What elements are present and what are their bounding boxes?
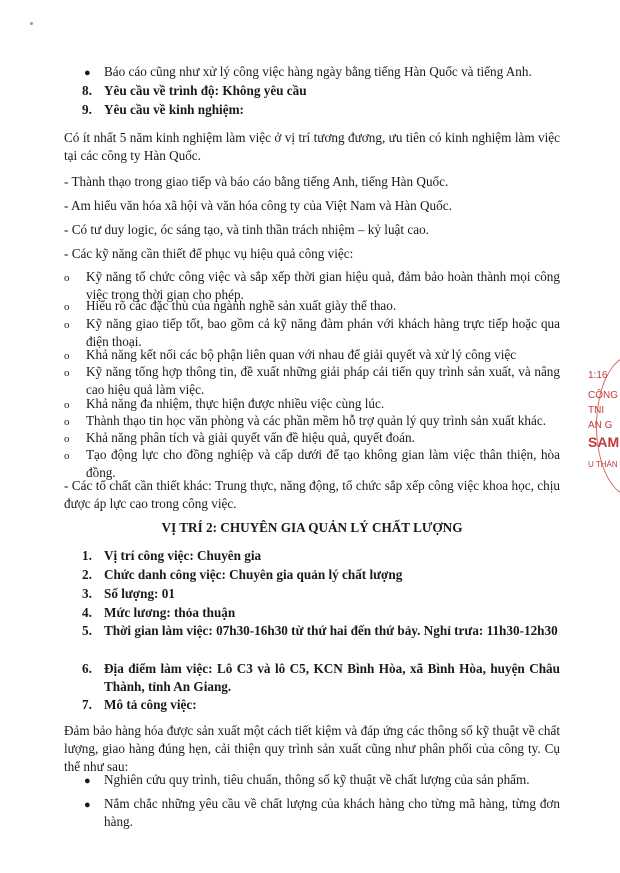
other-qualities-paragraph: - Các tố chất cần thiết khác: Trung thực, năng động, tổ chức sắp xếp công việc khoa học, chịu được áp lực cao trong công việc. xyxy=(64,478,560,511)
skill-item: Kỹ năng giao tiếp tốt, bao gồm cả kỹ năng đàm phán với khách hàng trực tiếp hoặc qua điện thoại. xyxy=(86,316,560,349)
stamp-text: U THÀN xyxy=(588,460,618,469)
position-2-heading: VỊ TRÍ 2: CHUYÊN GIA QUẢN LÝ CHẤT LƯỢNG xyxy=(161,520,463,535)
report-bullet-text: Báo cáo cũng như xử lý công việc hàng ngày bằng tiếng Hàn Quốc và tiếng Anh. xyxy=(104,64,532,79)
bullet-icon: ● xyxy=(84,799,91,811)
position-item-text: Địa điểm làm việc: Lô C3 và lô C5, KCN Bình Hòa, xã Bình Hòa, huyện Châu Thành, tỉnh An Giang. xyxy=(104,661,560,694)
position-item-number: 1. xyxy=(82,548,92,563)
bullet-icon: ● xyxy=(84,775,91,787)
item-8-text: Yêu cầu về trình độ: Không yêu cầu xyxy=(104,83,307,98)
description-bullet: Nắm chắc những yêu cầu về chất lượng của khách hàng cho từng mã hàng, từng đơn hàng. xyxy=(104,796,560,829)
circle-bullet-icon: o xyxy=(64,350,70,362)
circle-bullet-icon: o xyxy=(64,450,70,462)
skill-item: Khả năng đa nhiệm, thực hiện được nhiều việc cùng lúc. xyxy=(86,396,385,411)
stamp-text: TNI xyxy=(588,405,605,416)
circle-bullet-icon: o xyxy=(64,416,70,428)
position-item-text: Số lượng: 01 xyxy=(104,586,175,601)
requirement-line-1: - Thành thạo trong giao tiếp và báo cáo bằng tiếng Anh, tiếng Hàn Quốc. xyxy=(64,174,449,189)
bullet-icon: ● xyxy=(84,67,91,79)
experience-paragraph: Có ít nhất 5 năm kinh nghiệm làm việc ở vị trí tương đương, ưu tiên có kinh nghiệm làm việc tại các công ty Hàn Quốc. xyxy=(64,130,560,163)
job-description-paragraph: Đảm bảo hàng hóa được sản xuất một cách tiết kiệm và đáp ứng các thông số kỹ thuật về chất lượng, giao hàng đúng hẹn, cải thiện quy trình sản xuất cũng như phân phối của công ty. Cụ thể như sau: xyxy=(64,723,560,774)
stamp-text: 1:16 xyxy=(588,370,608,381)
stamp-text: AN G xyxy=(588,420,613,431)
scan-speck xyxy=(30,22,33,25)
position-item-text: Thời gian làm việc: 07h30-16h30 từ thứ hai đến thứ bảy. Nghỉ trưa: 11h30-12h30 xyxy=(104,623,558,638)
circle-bullet-icon: o xyxy=(64,272,70,284)
skill-item: Hiểu rõ các đặc thù của ngành nghề sản xuất giày thể thao. xyxy=(86,298,397,313)
skill-item: Kỹ năng tổ chức công việc và sắp xếp thời gian hiệu quả, đảm bảo hoàn thành mọi công việc trong thời gian cho phép. xyxy=(86,269,560,302)
position-item-number: 3. xyxy=(82,586,92,601)
position-item-text: Mô tả công việc: xyxy=(104,697,197,712)
circle-bullet-icon: o xyxy=(64,399,70,411)
skill-item: Khả năng phân tích và giải quyết vấn đề hiệu quả, quyết đoán. xyxy=(86,430,415,445)
circle-bullet-icon: o xyxy=(64,367,70,379)
description-bullet: Nghiên cứu quy trình, tiêu chuẩn, thông số kỹ thuật về chất lượng của sản phẩm. xyxy=(104,772,530,787)
circle-bullet-icon: o xyxy=(64,433,70,445)
stamp-text: SAM xyxy=(588,434,620,450)
company-stamp xyxy=(588,350,620,500)
circle-bullet-icon: o xyxy=(64,301,70,313)
position-item-text: Chức danh công việc: Chuyên gia quản lý chất lượng xyxy=(104,567,403,582)
position-item-number: 7. xyxy=(82,697,92,712)
item-9-number: 9. xyxy=(82,102,92,117)
skill-item: Khả năng kết nối các bộ phận liên quan với nhau để giải quyết và xử lý công việc xyxy=(86,347,517,362)
requirement-line-3: - Có tư duy logic, óc sáng tạo, và tinh thần trách nhiệm – kỷ luật cao. xyxy=(64,222,429,237)
position-item-number: 6. xyxy=(82,661,92,676)
skill-item: Kỹ năng tổng hợp thông tin, đề xuất những giải pháp cải tiến quy trình sản xuất, và nâng cao hiệu quả làm việc. xyxy=(86,364,560,397)
position-item-text: Mức lương: thỏa thuận xyxy=(104,605,236,620)
skill-item: Tạo động lực cho đồng nghiệp và cấp dưới để tạo không gian làm việc thân thiện, hòa đồng. xyxy=(86,447,560,480)
stamp-text: CÔNG xyxy=(588,390,618,401)
item-8-number: 8. xyxy=(82,83,92,98)
requirement-line-2: - Am hiểu văn hóa xã hội và văn hóa công ty của Việt Nam và Hàn Quốc. xyxy=(64,198,452,213)
item-9-text: Yêu cầu về kinh nghiệm: xyxy=(104,102,244,117)
position-item-number: 2. xyxy=(82,567,92,582)
position-item-text: Vị trí công việc: Chuyên gia xyxy=(104,548,262,563)
position-item-number: 4. xyxy=(82,605,92,620)
circle-bullet-icon: o xyxy=(64,319,70,331)
skill-item: Thành thạo tin học văn phòng và các phần mềm hỗ trợ quản lý quy trình sản xuất khác. xyxy=(86,413,546,428)
position-item-number: 5. xyxy=(82,623,92,638)
requirement-line-4: - Các kỹ năng cần thiết để phục vụ hiệu quả công việc: xyxy=(64,246,354,261)
